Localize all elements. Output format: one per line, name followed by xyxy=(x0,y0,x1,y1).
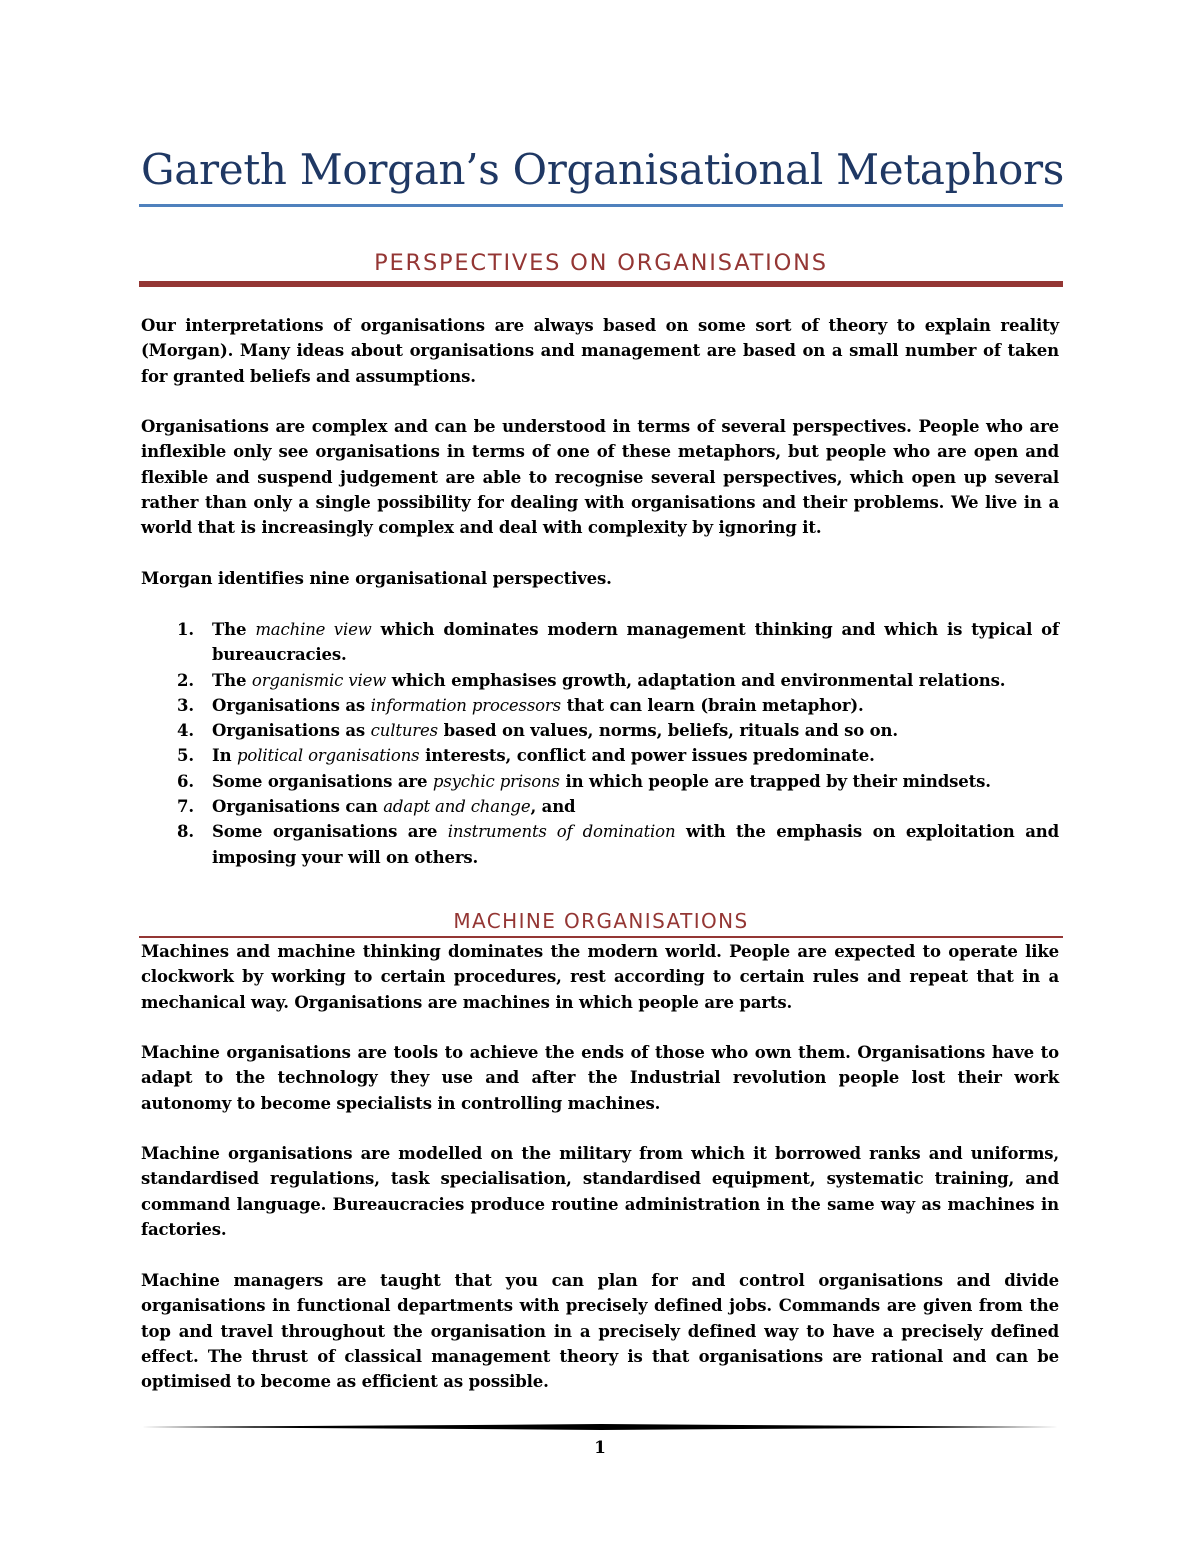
text-line: standardised regulations, task specialisation, standardised equipment, systematic training, and xyxy=(141,1169,1059,1189)
list-item xyxy=(141,794,1059,819)
footer-rule-shape xyxy=(141,1424,1059,1430)
list-number: 1. xyxy=(177,620,194,639)
paragraph-managers xyxy=(141,1268,1059,1394)
text-line: Organisations can adapt and change, and xyxy=(212,797,576,817)
text-line: Machines and machine thinking dominates the modern world. People are expected to operate like xyxy=(141,942,1059,961)
text-line: Some organisations are instruments of domination with the emphasis on exploitation and xyxy=(212,822,1059,842)
list-number: 7. xyxy=(177,797,194,817)
text-line: Organisations as information processors that can learn (brain metaphor). xyxy=(212,695,864,715)
text-line: The organismic view which emphasises growth, adaptation and environmental relations. xyxy=(212,670,1006,690)
text-line: Some organisations are psychic prisons in which people are trapped by their mindsets. xyxy=(212,771,991,791)
text-line: adapt to the technology they use and after the Industrial revolution people lost their work xyxy=(141,1068,1059,1088)
list-number: 2. xyxy=(177,670,194,690)
text-line: Morgan identifies nine organisational perspectives. xyxy=(141,569,612,588)
list-item xyxy=(141,668,1059,693)
text-line: factories. xyxy=(141,1219,227,1239)
list-number: 8. xyxy=(177,822,194,842)
text-line: Our interpretations of organisations are always based on some sort of theory to explain reality xyxy=(141,316,1059,335)
text-line: top and travel throughout the organisation in a precisely defined way to have a precisely defined xyxy=(141,1321,1059,1341)
text-line: for granted beliefs and assumptions. xyxy=(141,366,476,386)
text-line: bureaucracies. xyxy=(212,645,347,665)
text-line: inflexible only see organisations in terms of one of these metaphors, but people who are open and xyxy=(141,442,1059,462)
paragraph-machine-thinking xyxy=(141,939,1059,1015)
paragraph-nine-perspectives xyxy=(141,566,1059,591)
text-line: In political organisations interests, conflict and power issues predominate. xyxy=(212,746,875,766)
list-item xyxy=(141,743,1059,768)
text-line: Machine organisations are tools to achieve the ends of those who own them. Organisations have to xyxy=(141,1043,1059,1062)
document-title: Gareth Morgan’s Organisational Metaphors xyxy=(141,145,1065,194)
text-line: (Morgan). Many ideas about organisations and management are based on a small number of taken xyxy=(141,341,1059,361)
text-line: Machine organisations are modelled on the military from which it borrowed ranks and uniforms, xyxy=(141,1144,1059,1163)
text-line: effect. The thrust of classical management theory is that organisations are rational and can be xyxy=(141,1346,1059,1366)
text-line: The machine view which dominates modern management thinking and which is typical of xyxy=(212,620,1059,639)
perspectives-list xyxy=(141,617,1059,870)
section-heading-perspectives: PERSPECTIVES ON ORGANISATIONS xyxy=(374,250,828,276)
section-heading-machine: MACHINE ORGANISATIONS xyxy=(453,909,749,933)
paragraph-interpretations xyxy=(141,313,1059,389)
text-line: rather than only a single possibility for dealing with organisations and their problems. We live in a xyxy=(141,492,1059,512)
paragraph-tools xyxy=(141,1040,1059,1116)
section-heading-rule xyxy=(139,281,1063,287)
text-line: Organisations are complex and can be understood in terms of several perspectives. People who are xyxy=(141,417,1059,436)
list-item xyxy=(141,693,1059,718)
text-line: flexible and suspend judgement are able to recognise several perspectives, which open up several xyxy=(141,467,1059,487)
text-line: Machine managers are taught that you can plan for and control organisations and divide xyxy=(141,1271,1059,1290)
text-line: world that is increasingly complex and deal with complexity by ignoring it. xyxy=(141,518,822,538)
text-line: command language. Bureaucracies produce routine administration in the same way as machines in xyxy=(141,1194,1059,1214)
text-line: clockwork by working to certain procedures, rest according to certain rules and repeat that in a xyxy=(141,967,1059,987)
page-number: 1 xyxy=(594,1438,606,1458)
paragraph-military xyxy=(141,1141,1059,1242)
text-line: organisations in functional departments with precisely defined jobs. Commands are given from the xyxy=(141,1296,1059,1316)
list-item xyxy=(141,617,1059,668)
text-line: autonomy to become specialists in controlling machines. xyxy=(141,1093,661,1113)
list-item xyxy=(141,718,1059,743)
paragraph-complex xyxy=(141,414,1059,540)
text-line: mechanical way. Organisations are machines in which people are parts. xyxy=(141,992,793,1012)
section-heading-rule xyxy=(139,936,1063,938)
text-line: Organisations as cultures based on values, norms, beliefs, rituals and so on. xyxy=(212,721,898,741)
title-underline xyxy=(139,204,1063,207)
list-number: 4. xyxy=(177,721,194,741)
list-item xyxy=(141,819,1059,870)
list-item xyxy=(141,769,1059,794)
list-number: 5. xyxy=(177,746,194,766)
list-number: 6. xyxy=(177,771,194,791)
footer-rule xyxy=(141,1424,1059,1428)
text-line: imposing your will on others. xyxy=(212,847,479,867)
list-number: 3. xyxy=(177,695,194,715)
text-line: optimised to become as efficient as possible. xyxy=(141,1372,549,1392)
